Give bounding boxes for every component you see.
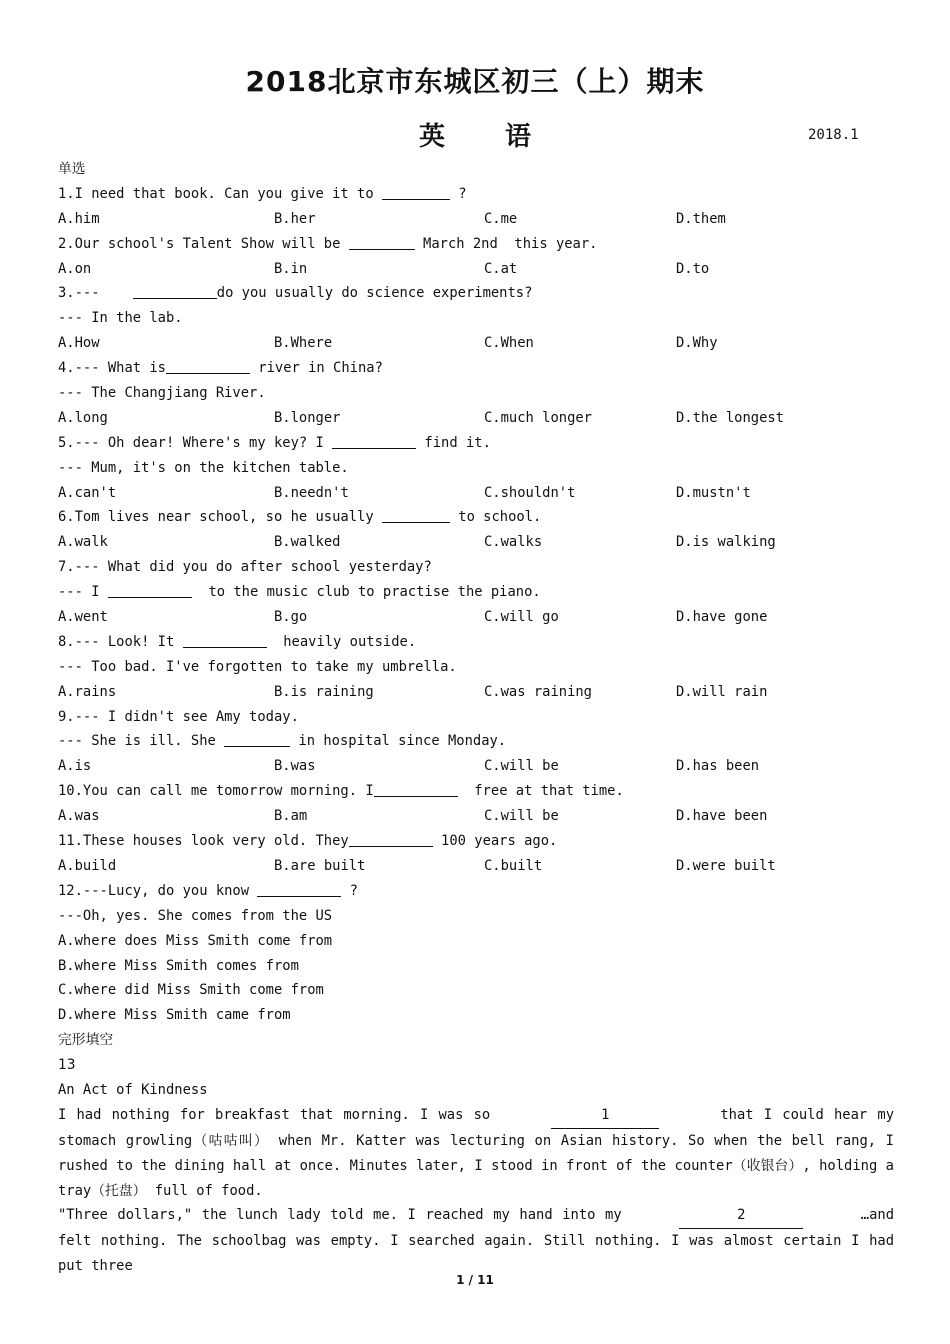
options-q6 — [58, 530, 894, 555]
option-b: B.her — [274, 210, 316, 227]
option-c: C.was raining — [484, 683, 592, 700]
option-c: C.will go — [484, 609, 559, 626]
option-c: C.will be — [484, 758, 559, 775]
option-a: A.walk — [58, 534, 108, 551]
cloze-blank-2: 2 — [679, 1203, 803, 1229]
option-b: B.Where — [274, 335, 333, 352]
question-11: 11.These houses look very old. They 100 years ago. — [58, 829, 894, 854]
option-c: C.will be — [484, 808, 559, 825]
question-5: 5.--- Oh dear! Where's my key? I find it. — [58, 431, 894, 456]
section-heading-cloze: 完形填空 — [58, 1032, 114, 1049]
question-1: 1.I need that book. Can you give it to ? — [58, 182, 894, 207]
option-a: A.on — [58, 260, 92, 277]
option-d: D.have gone — [676, 609, 768, 626]
option-d: D.the longest — [676, 409, 784, 426]
options-q5 — [58, 481, 894, 506]
options-q2 — [58, 257, 894, 282]
option-d: D.them — [676, 210, 726, 227]
answer-blank — [166, 357, 250, 374]
question-9-reply: --- She is ill. She in hospital since Monday. — [58, 729, 894, 754]
question-8: 8.--- Look! It heavily outside. — [58, 630, 894, 655]
options-q8 — [58, 680, 894, 705]
option-d: D.has been — [676, 758, 760, 775]
answer-blank — [349, 233, 415, 250]
option-a: A.long — [58, 409, 108, 426]
option-d: D.will rain — [676, 683, 768, 700]
question-3: 3.--- do you usually do science experiments? — [58, 281, 894, 306]
option-b: B.am — [274, 808, 308, 825]
option-a: A.went — [58, 609, 108, 626]
option-c: C.walks — [484, 534, 543, 551]
option-d: D.have been — [676, 808, 768, 825]
option-a: A.can't — [58, 484, 117, 501]
answer-blank — [133, 282, 217, 299]
option-c: C.where did Miss Smith come from — [58, 982, 324, 999]
question-10: 10.You can call me tomorrow morning. I free at that time. — [58, 779, 894, 804]
question-4-reply: --- The Changjiang River. — [58, 385, 266, 402]
option-a: A.is — [58, 758, 92, 775]
question-4: 4.--- What is river in China? — [58, 356, 894, 381]
options-q11 — [58, 854, 894, 879]
option-b: B.longer — [274, 409, 341, 426]
passage-paragraph-2: "Three dollars," the lunch lady told me. I reached my hand into my 2 …and felt nothing. The schoolbag was empty. I searched again. Still nothing. I was almost certain I had put three — [58, 1203, 894, 1279]
answer-blank — [382, 183, 450, 200]
subject-char-2: 语 — [505, 122, 532, 152]
question-8-reply: --- Too bad. I've forgotten to take my umbrella. — [58, 658, 457, 675]
question-7: 7.--- What did you do after school yesterday? — [58, 559, 432, 576]
option-c: C.much longer — [484, 409, 592, 426]
option-b: B.are built — [274, 857, 366, 874]
answer-blank — [183, 631, 267, 648]
option-d: D.to — [676, 260, 710, 277]
exam-content — [58, 157, 894, 1279]
question-5-reply: --- Mum, it's on the kitchen table. — [58, 459, 349, 476]
question-2: 2.Our school's Talent Show will be March 2nd this year. — [58, 232, 894, 257]
passage-title: An Act of Kindness — [58, 1081, 208, 1098]
question-3-reply: --- In the lab. — [58, 310, 183, 327]
option-d: D.mustn't — [676, 484, 751, 501]
answer-blank — [257, 880, 341, 897]
options-q4 — [58, 406, 894, 431]
passage-paragraph-1: I had nothing for breakfast that morning. I was so 1 that I could hear my stomach growling（咕咕叫） when Mr. Katter was lecturing on Asian history. So when the bell rang, I rushed to the dining hall at once. Minutes later, I stood in front of the counter（收银台）, holding a tray（托盘） full of food. — [58, 1103, 894, 1204]
section-heading-single-choice: 单选 — [58, 161, 86, 177]
option-d: D.where Miss Smith came from — [58, 1007, 291, 1024]
option-b: B.needn't — [274, 484, 349, 501]
options-q1 — [58, 207, 894, 232]
option-c: C.shouldn't — [484, 484, 576, 501]
answer-blank — [224, 730, 290, 747]
option-b: B.in — [274, 260, 308, 277]
options-q7 — [58, 605, 894, 630]
option-a: A.was — [58, 808, 100, 825]
option-b: B.go — [274, 609, 308, 626]
option-b: B.where Miss Smith comes from — [58, 957, 299, 974]
option-a: A.him — [58, 210, 100, 227]
options-q9 — [58, 754, 894, 779]
answer-blank — [382, 506, 450, 523]
exam-date: 2018.1 — [808, 127, 859, 143]
question-12: 12.---Lucy, do you know ? — [58, 879, 894, 904]
cloze-number: 13 — [58, 1057, 76, 1074]
option-a: A.rains — [58, 683, 117, 700]
option-c: C.built — [484, 857, 543, 874]
option-b: B.walked — [274, 534, 341, 551]
option-b: B.was — [274, 758, 316, 775]
options-q10 — [58, 804, 894, 829]
option-b: B.is raining — [274, 683, 374, 700]
page-title: 2018北京市东城区初三（上）期末 — [245, 65, 705, 98]
option-c: C.me — [484, 210, 518, 227]
answer-blank — [332, 432, 416, 449]
cloze-blank-1: 1 — [551, 1103, 659, 1129]
page-number: 1 / 11 — [456, 1273, 494, 1287]
options-q3 — [58, 331, 894, 356]
option-d: D.were built — [676, 857, 776, 874]
question-6: 6.Tom lives near school, so he usually to school. — [58, 505, 894, 530]
option-a: A.build — [58, 857, 117, 874]
answer-blank — [108, 581, 192, 598]
question-12-reply: ---Oh, yes. She comes from the US — [58, 907, 333, 924]
option-c: C.When — [484, 335, 534, 352]
question-9: 9.--- I didn't see Amy today. — [58, 708, 299, 725]
answer-blank — [349, 830, 433, 847]
option-c: C.at — [484, 260, 518, 277]
subject-char-1: 英 — [418, 122, 445, 152]
option-a: A.where does Miss Smith come from — [58, 932, 333, 949]
option-d: D.Why — [676, 335, 718, 352]
option-a: A.How — [58, 335, 100, 352]
question-7-reply: --- I to the music club to practise the piano. — [58, 580, 894, 605]
option-d: D.is walking — [676, 534, 776, 551]
answer-blank — [374, 780, 458, 797]
